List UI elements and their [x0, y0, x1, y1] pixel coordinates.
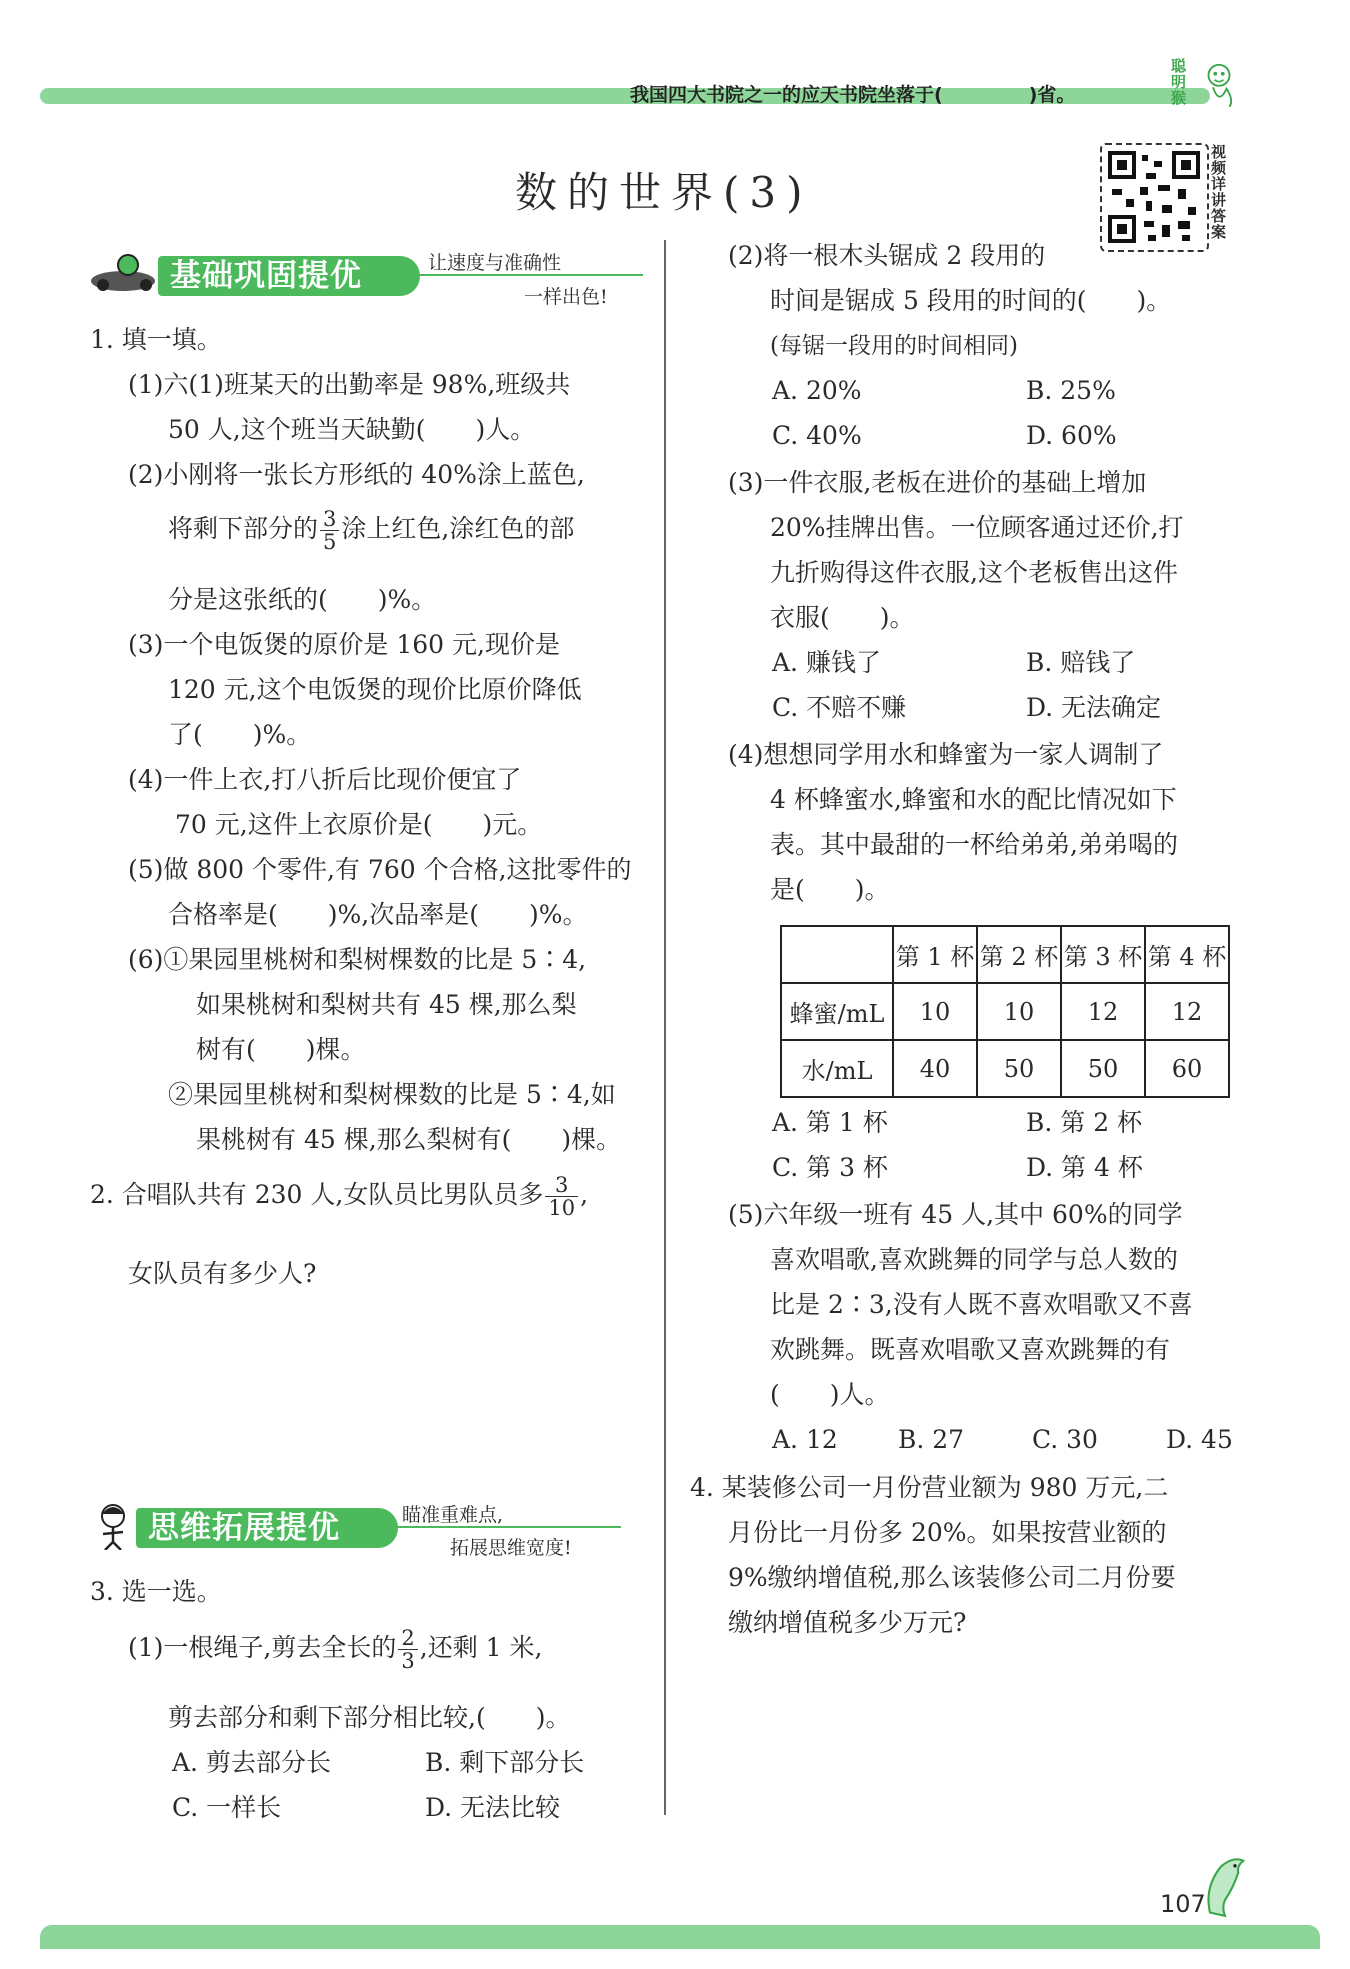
q1-4-line2: 70 元,这件上衣原价是( )元。 — [175, 810, 543, 839]
q3-5-option-d: D. 45 — [1166, 1425, 1233, 1454]
q3-5-option-b: B. 27 — [898, 1425, 965, 1454]
fraction-numerator: 3 — [545, 1174, 578, 1197]
racer-mascot-icon — [88, 253, 158, 293]
table-cell: 50 — [1061, 1040, 1145, 1097]
fraction-two-thirds — [398, 1627, 417, 1672]
table-cell: 水/mL — [781, 1040, 893, 1097]
q1-heading: 1. 填一填。 — [90, 325, 222, 354]
q4-line3: 9%缴纳增值税,那么该装修公司二月份要 — [728, 1563, 1176, 1592]
q3-5-line1: (5)六年级一班有 45 人,其中 60%的同学 — [728, 1200, 1183, 1229]
q1-5-line1: (5)做 800 个零件,有 760 个合格,这批零件的 — [128, 855, 632, 884]
table-header-cell: 第 1 杯 — [893, 926, 977, 983]
dolphin-icon — [1200, 1850, 1250, 1925]
table-cell: 蜂蜜/mL — [781, 983, 893, 1040]
q3-3-line3: 九折购得这件衣服,这个老板售出这件 — [770, 558, 1178, 587]
q1-2-line1: (2)小刚将一张长方形纸的 40%涂上蓝色, — [128, 460, 585, 489]
q3-2-line1: (2)将一根木头锯成 2 段用的 — [728, 241, 1046, 270]
q3-4-line1: (4)想想同学用水和蜂蜜为一家人调制了 — [728, 740, 1164, 769]
bottom-decor-band — [40, 1925, 1320, 1949]
fraction-three-tenths — [545, 1174, 578, 1219]
q4-line1: 4. 某装修公司一月份营业额为 980 万元,二 — [690, 1473, 1169, 1502]
q3-4-option-d: D. 第 4 杯 — [1026, 1153, 1143, 1182]
table-cell: 12 — [1145, 983, 1229, 1040]
page-title: 数的世界(3) — [515, 168, 813, 217]
table-header-row — [781, 926, 1229, 983]
q3-5-option-a: A. 12 — [772, 1425, 838, 1454]
q3-3-option-d: D. 无法确定 — [1026, 693, 1162, 722]
table-cell: 12 — [1061, 983, 1145, 1040]
q1-6-line3: 树有( )棵。 — [196, 1035, 366, 1064]
table-cell: 60 — [1145, 1040, 1229, 1097]
q3-5-line5: ( )人。 — [770, 1380, 890, 1409]
q2-text-b: , — [580, 1180, 589, 1209]
section-note-thinking-1: 瞄准重难点, — [402, 1504, 504, 1526]
q1-6-line2: 如果桃树和梨树共有 45 棵,那么梨 — [196, 990, 577, 1019]
q3-1-option-a: A. 剪去部分长 — [172, 1748, 331, 1777]
q3-4-option-b: B. 第 2 杯 — [1026, 1108, 1143, 1137]
table-cell: 10 — [893, 983, 977, 1040]
table-header-cell: 第 2 杯 — [977, 926, 1061, 983]
header-hint — [630, 80, 1075, 107]
table-cell: 50 — [977, 1040, 1061, 1097]
table-cell: 10 — [977, 983, 1061, 1040]
q3-1-line2: 剪去部分和剩下部分相比较,( )。 — [168, 1703, 571, 1732]
q3-1-option-b: B. 剩下部分长 — [425, 1748, 585, 1777]
table-header-cell: 第 3 杯 — [1061, 926, 1145, 983]
table-header-cell: 第 4 杯 — [1145, 926, 1229, 983]
q3-1-option-c: C. 一样长 — [172, 1793, 282, 1822]
section-banner-basic: 基础巩固提优 — [158, 256, 420, 296]
mascot-label: 聪明猴 — [1169, 58, 1187, 106]
fraction-denominator: 3 — [401, 1649, 415, 1673]
q1-6-line1: (6)①果园里桃树和梨树棵数的比是 5∶4, — [128, 945, 587, 974]
q1-5-line2: 合格率是( )%,次品率是( )%。 — [168, 900, 588, 929]
q1-4-line1: (4)一件上衣,打八折后比现价便宜了 — [128, 765, 522, 794]
q3-2-line3: (每锯一段用的时间相同) — [770, 333, 1018, 359]
q3-5-line4: 欢跳舞。既喜欢唱歌又喜欢跳舞的有 — [770, 1335, 1171, 1364]
q3-2-option-b: B. 25% — [1026, 376, 1116, 405]
column-divider — [664, 240, 666, 1815]
q3-3-line2: 20%挂牌出售。一位顾客通过还价,打 — [770, 513, 1184, 542]
q1-1-line1: (1)六(1)班某天的出勤率是 98%,班级共 — [128, 370, 571, 399]
q3-2-option-c: C. 40% — [772, 421, 862, 450]
honey-water-table — [780, 925, 1230, 1098]
q3-5-option-c: C. 30 — [1032, 1425, 1098, 1454]
q3-3-line4: 衣服( )。 — [770, 603, 915, 632]
q3-4-line2: 4 杯蜂蜜水,蜂蜜和水的配比情况如下 — [770, 785, 1177, 814]
q1-3-line3: 了( )%。 — [168, 720, 312, 749]
page-number: 107 — [1160, 1890, 1206, 1918]
q1-2-text-a: 将剩下部分的 — [168, 514, 319, 543]
section-note-thinking-2: 拓展思维宽度! — [450, 1537, 572, 1559]
q1-6-line4: ②果园里桃树和梨树棵数的比是 5∶4,如 — [168, 1080, 616, 1109]
q3-3-option-a: A. 赚钱了 — [772, 648, 881, 677]
q1-3-line2: 120 元,这个电饭煲的现价比原价降低 — [168, 675, 582, 704]
qr-label: 视频详讲答案 — [1209, 144, 1227, 240]
q1-1-line2: 50 人,这个班当天缺勤( )人。 — [168, 415, 536, 444]
q1-6-line5: 果桃树有 45 棵,那么梨树有( )棵。 — [196, 1125, 622, 1154]
table-row — [781, 1040, 1229, 1097]
q3-4-line3: 表。其中最甜的一杯给弟弟,弟弟喝的 — [770, 830, 1178, 859]
q2-line1 — [90, 1174, 588, 1219]
q3-3-line1: (3)一件衣服,老板在进价的基础上增加 — [728, 468, 1147, 497]
fraction-numerator: 2 — [398, 1627, 417, 1650]
q2-text-a: 2. 合唱队共有 230 人,女队员比男队员多 — [90, 1180, 544, 1209]
q3-2-line2: 时间是锯成 5 段用的时间的( )。 — [770, 286, 1172, 315]
q1-2-text-b: 涂上红色,涂红色的部 — [341, 514, 575, 543]
q3-5-line2: 喜欢唱歌,喜欢跳舞的同学与总人数的 — [770, 1245, 1178, 1274]
q4-line4: 缴纳增值税多少万元? — [728, 1608, 967, 1637]
q3-1-text-a: (1)一根绳子,剪去全长的 — [128, 1633, 397, 1662]
fraction-numerator: 3 — [320, 508, 339, 531]
table-header-cell — [781, 926, 893, 983]
q3-2-option-d: D. 60% — [1026, 421, 1117, 450]
header-hint-b: )省。 — [1028, 84, 1076, 106]
monkey-mascot-icon — [1198, 55, 1243, 115]
q2-line2: 女队员有多少人? — [128, 1259, 317, 1288]
q3-2-option-a: A. 20% — [772, 376, 862, 405]
q3-1-option-d: D. 无法比较 — [425, 1793, 561, 1822]
q3-4-option-c: C. 第 3 杯 — [772, 1153, 888, 1182]
q3-3-option-b: B. 赔钱了 — [1026, 648, 1136, 677]
q3-5-line3: 比是 2∶3,没有人既不喜欢唱歌又不喜 — [770, 1290, 1193, 1319]
q1-3-line1: (3)一个电饭煲的原价是 160 元,现价是 — [128, 630, 560, 659]
q3-3-option-c: C. 不赔不赚 — [772, 693, 907, 722]
q4-line2: 月份比一月份多 20%。如果按营业额的 — [728, 1518, 1167, 1547]
thinker-mascot-icon — [88, 1500, 138, 1550]
section-note-basic-2: 一样出色! — [524, 286, 608, 308]
qr-code-icon[interactable] — [1100, 143, 1209, 252]
q1-2-line2 — [168, 508, 574, 553]
header-hint-a: 我国四大书院之一的应天书院坐落于( — [630, 84, 943, 106]
fraction-denominator: 10 — [548, 1196, 576, 1220]
table-row — [781, 983, 1229, 1040]
section-note-basic-1: 让速度与准确性 — [428, 252, 562, 274]
section-banner-thinking: 思维拓展提优 — [136, 1508, 398, 1548]
q3-4-option-a: A. 第 1 杯 — [772, 1108, 888, 1137]
q1-2-line3: 分是这张纸的( )%。 — [168, 585, 437, 614]
fraction-denominator: 5 — [323, 530, 337, 554]
q3-1-text-b: ,还剩 1 米, — [419, 1633, 543, 1662]
q3-1-line1 — [128, 1627, 542, 1672]
fraction-three-fifths — [320, 508, 339, 553]
q3-4-line4: 是( )。 — [770, 875, 890, 904]
table-cell: 40 — [893, 1040, 977, 1097]
q3-heading: 3. 选一选。 — [90, 1577, 222, 1606]
